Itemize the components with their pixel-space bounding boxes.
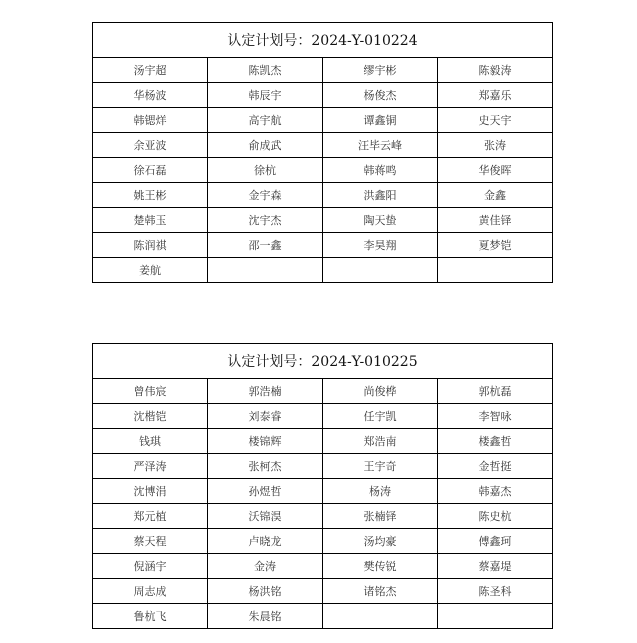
table-row	[93, 233, 553, 258]
table-row	[93, 183, 553, 208]
name-cell: 郑嘉乐	[438, 83, 553, 108]
name-grid	[93, 58, 553, 283]
name-cell: 曾伟宸	[93, 379, 208, 404]
table-row	[93, 379, 553, 404]
name-cell: 华俊晖	[438, 158, 553, 183]
name-cell: 陈史杭	[438, 504, 553, 529]
name-cell: 史天宇	[438, 108, 553, 133]
table-row	[93, 429, 553, 454]
name-cell: 钱琪	[93, 429, 208, 454]
name-cell: 楼鑫哲	[438, 429, 553, 454]
name-cell: 姜航	[93, 258, 208, 283]
name-cell: 傅鑫珂	[438, 529, 553, 554]
name-cell: 陈凯杰	[208, 58, 323, 83]
name-cell: 卢晓龙	[208, 529, 323, 554]
name-cell: 郑元植	[93, 504, 208, 529]
name-cell: 徐石磊	[93, 158, 208, 183]
name-cell: 孙煜哲	[208, 479, 323, 504]
name-cell: 姚王彬	[93, 183, 208, 208]
name-cell: 汤宇超	[93, 58, 208, 83]
name-cell: 韩嘉杰	[438, 479, 553, 504]
name-cell: 任宇凯	[323, 404, 438, 429]
name-cell: 诸铭杰	[323, 579, 438, 604]
name-cell	[323, 258, 438, 283]
name-cell: 韩蒋鸣	[323, 158, 438, 183]
plan-table-2	[92, 343, 553, 629]
name-cell	[438, 258, 553, 283]
table-row	[93, 579, 553, 604]
name-cell: 陶天蛰	[323, 208, 438, 233]
name-cell: 郭杭磊	[438, 379, 553, 404]
name-cell: 张楠铎	[323, 504, 438, 529]
name-cell: 王宇奇	[323, 454, 438, 479]
name-cell: 徐杭	[208, 158, 323, 183]
name-cell: 金鑫	[438, 183, 553, 208]
name-cell: 杨俊杰	[323, 83, 438, 108]
table-header-row	[93, 344, 553, 379]
table-row	[93, 454, 553, 479]
name-cell: 韩锶烊	[93, 108, 208, 133]
name-cell: 陈润祺	[93, 233, 208, 258]
table-header-row	[93, 23, 553, 58]
name-cell: 尚俊桦	[323, 379, 438, 404]
name-cell: 鲁杭飞	[93, 604, 208, 629]
plan-table-1	[92, 22, 553, 283]
plan-number-title: 认定计划号：2024-Y-010224	[93, 23, 553, 58]
table-row	[93, 504, 553, 529]
name-cell: 蔡嘉堤	[438, 554, 553, 579]
table-row	[93, 58, 553, 83]
table-row	[93, 554, 553, 579]
name-cell: 韩辰宇	[208, 83, 323, 108]
table-row	[93, 133, 553, 158]
name-cell: 余亚波	[93, 133, 208, 158]
table-row	[93, 208, 553, 233]
name-cell: 刘泰睿	[208, 404, 323, 429]
name-grid	[93, 379, 553, 629]
name-cell: 缪宇彬	[323, 58, 438, 83]
name-cell: 杨涛	[323, 479, 438, 504]
name-cell: 张涛	[438, 133, 553, 158]
name-cell: 华杨波	[93, 83, 208, 108]
table-row	[93, 529, 553, 554]
name-cell: 李昊翔	[323, 233, 438, 258]
name-cell: 黄佳铎	[438, 208, 553, 233]
table-row	[93, 158, 553, 183]
table-row	[93, 83, 553, 108]
name-cell: 蔡天程	[93, 529, 208, 554]
name-cell: 金涛	[208, 554, 323, 579]
table-row	[93, 604, 553, 629]
table-row	[93, 479, 553, 504]
name-cell	[323, 604, 438, 629]
table-row	[93, 258, 553, 283]
table-row	[93, 404, 553, 429]
name-cell: 楼锦辉	[208, 429, 323, 454]
name-cell: 张柯杰	[208, 454, 323, 479]
name-cell: 郑浩南	[323, 429, 438, 454]
name-cell: 陈圣科	[438, 579, 553, 604]
name-cell: 朱晨铭	[208, 604, 323, 629]
name-cell: 谭鑫铜	[323, 108, 438, 133]
name-cell: 沈博涓	[93, 479, 208, 504]
name-cell: 杨洪铭	[208, 579, 323, 604]
name-cell: 陈毅涛	[438, 58, 553, 83]
name-cell: 汪毕云峰	[323, 133, 438, 158]
name-cell: 郭浩楠	[208, 379, 323, 404]
name-cell: 邵一鑫	[208, 233, 323, 258]
name-cell: 周志成	[93, 579, 208, 604]
name-cell: 严泽涛	[93, 454, 208, 479]
name-cell: 李智咏	[438, 404, 553, 429]
name-cell: 倪涵宇	[93, 554, 208, 579]
name-cell: 樊传锐	[323, 554, 438, 579]
name-cell: 汤均豪	[323, 529, 438, 554]
name-cell	[208, 258, 323, 283]
name-cell: 金宇森	[208, 183, 323, 208]
name-cell: 沃锦淏	[208, 504, 323, 529]
name-cell: 沈楷铠	[93, 404, 208, 429]
name-cell: 楚韩玉	[93, 208, 208, 233]
name-cell: 俞成武	[208, 133, 323, 158]
table-row	[93, 108, 553, 133]
name-cell: 高宇航	[208, 108, 323, 133]
name-cell: 金哲挺	[438, 454, 553, 479]
plan-number-title: 认定计划号：2024-Y-010225	[93, 344, 553, 379]
name-cell: 夏梦铠	[438, 233, 553, 258]
name-cell	[438, 604, 553, 629]
name-cell: 沈宇杰	[208, 208, 323, 233]
name-cell: 洪鑫阳	[323, 183, 438, 208]
